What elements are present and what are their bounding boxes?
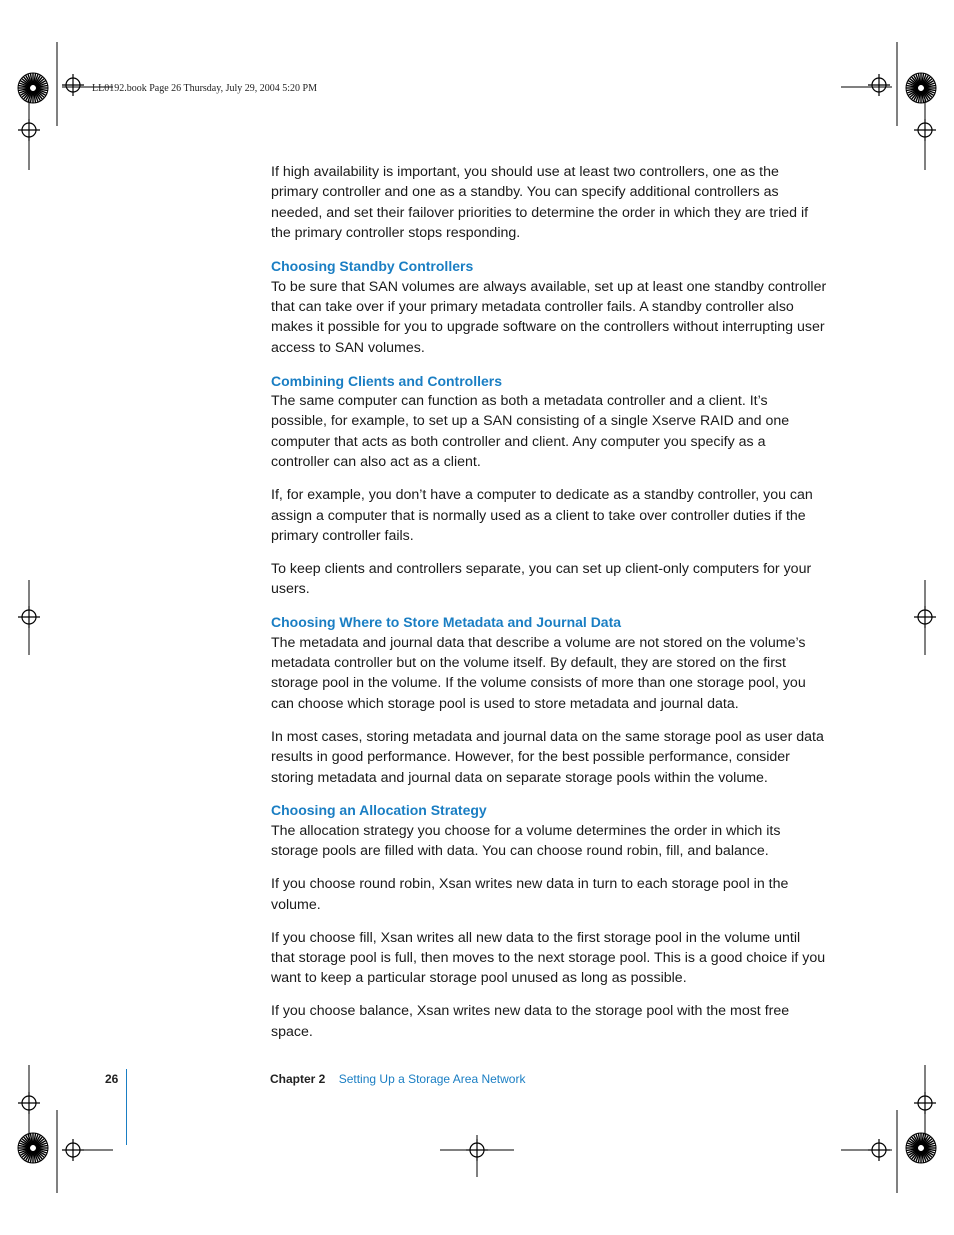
- paragraph: To keep clients and controllers separate, you can set up client-only computers for your users.: [271, 560, 812, 598]
- paragraph: In most cases, storing metadata and journal data on the same storage pool as user data results in good performance. However, for the best possible performance, consider storing metadata and journal data on separate storage pools within the volume.: [271, 728, 824, 786]
- paragraph: If you choose balance, Xsan writes new data to the storage pool with the most free space.: [271, 1003, 790, 1040]
- page-number: 26: [105, 1072, 119, 1086]
- starburst-mark: [18, 1133, 48, 1163]
- chapter-title: Setting Up a Storage Area Network: [338, 1072, 526, 1086]
- paragraph: If you choose round robin, Xsan writes new data in turn to each storage pool in the volume.: [271, 876, 789, 913]
- paragraph: The same computer can function as both a metadata controller and a client. It’s possible, for example, to set up a SAN consisting of a single Xserve RAID and one computer that acts as both controller and client. Any computer you specify as a controller can also act as a client.: [271, 393, 790, 471]
- paragraph: The allocation strategy you choose for a volume determines the order in which its storage pools are filled with data. You can choose round robin, fill, and balance.: [271, 822, 781, 860]
- section-heading: Choosing Standby Controllers: [271, 258, 474, 275]
- section-heading: Combining Clients and Controllers: [271, 372, 503, 389]
- paragraph: If you choose fill, Xsan writes all new data to the first storage pool in the volume until that storage pool is full, then moves to the next storage pool. This is a good choice if you want to keep a particular storage pool unused as long as possible.: [271, 929, 826, 987]
- starburst-mark: [18, 73, 48, 103]
- body-text: [271, 162, 827, 1055]
- chapter-label: Chapter 2: [270, 1072, 326, 1086]
- paragraph: The metadata and journal data that describe a volume are not stored on the volume’s metadata controller but on the volume itself. By default, they are stored on the first storage pool in the volume. If the volume consists of more than one storage pool, you can choose which storage pool is used to store metadata and journal data.: [271, 634, 806, 712]
- starburst-mark: [906, 1133, 936, 1163]
- paragraph: If, for example, you don’t have a computer to dedicate as a standby controller, you can assign a computer that is normally used as a client to take over controller duties if the primary controller fails.: [271, 487, 813, 544]
- starburst-mark: [906, 73, 936, 103]
- print-slug: LL0192.book Page 26 Thursday, July 29, 2004 5:20 PM: [92, 83, 317, 94]
- section-heading: Choosing Where to Store Metadata and Journal Data: [271, 614, 622, 631]
- running-footer: [270, 1072, 525, 1086]
- section-heading: Choosing an Allocation Strategy: [271, 802, 487, 819]
- paragraph: To be sure that SAN volumes are always available, set up at least one standby controller that can take over if your primary metadata controller fails. A standby controller also makes it possible for you to upgrade software on the controllers without interrupting user access to SAN volumes.: [271, 278, 827, 356]
- footer-rule: [126, 1069, 127, 1145]
- paragraph: If high availability is important, you should use at least two controllers, one as the primary controller and one as a standby. You can specify additional controllers as needed, and set their failover priorities to determine the order in which they are tried if the primary controller stops responding.: [271, 164, 809, 242]
